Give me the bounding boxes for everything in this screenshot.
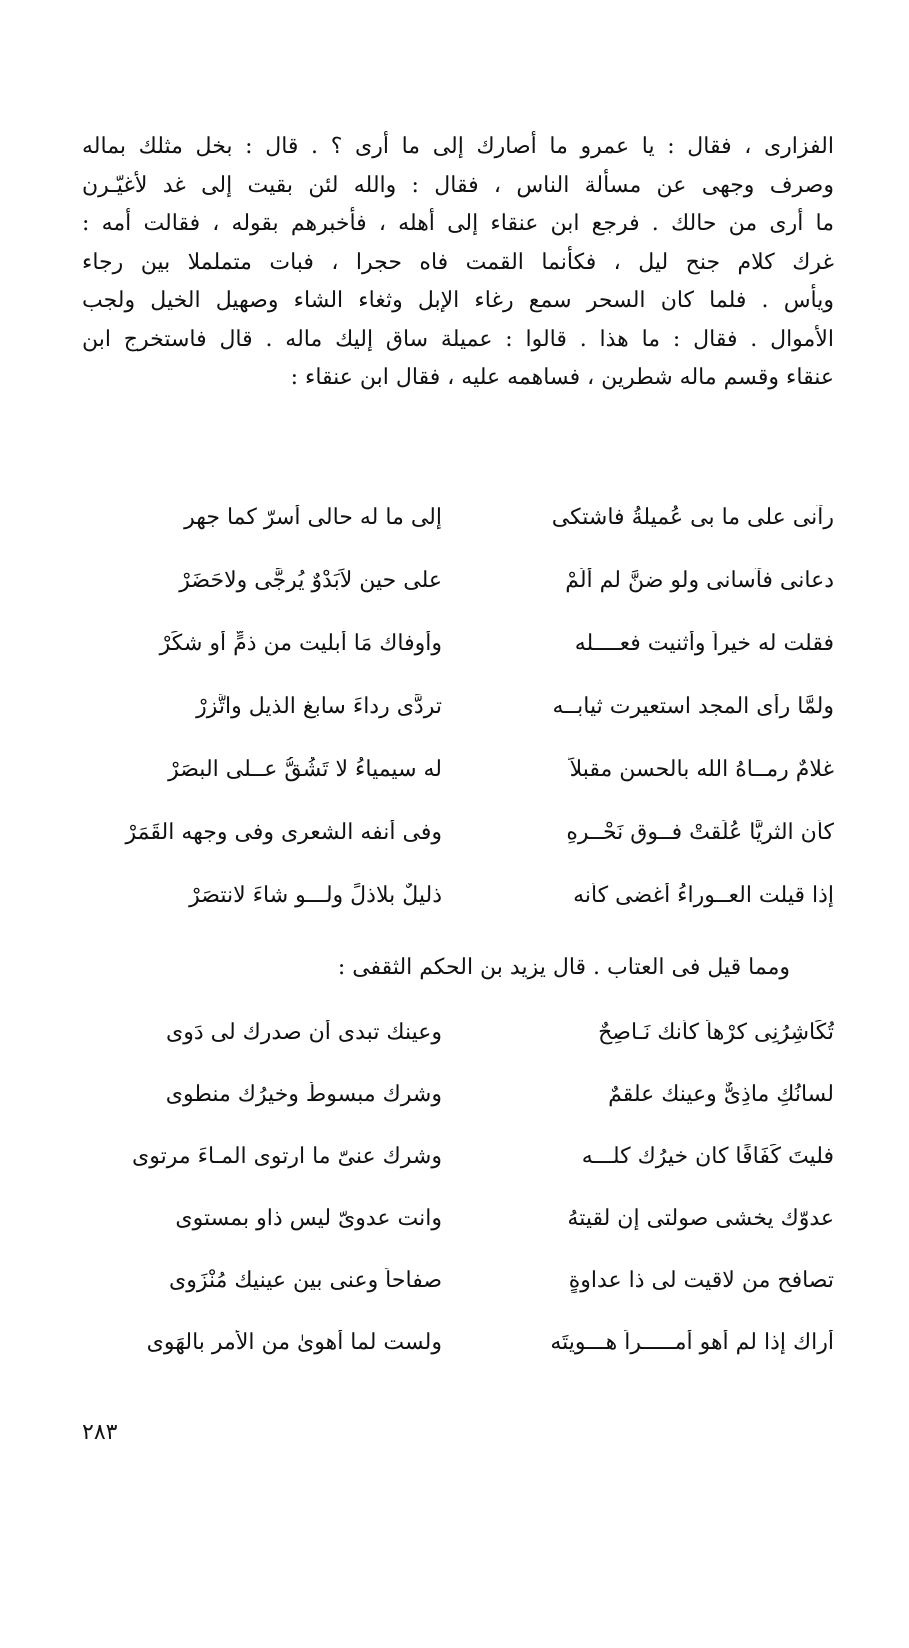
verse-second-hemistich: تردَّى رداءَ سابغ الذيل واتَّزرْ [196,694,442,719]
verse [82,1206,834,1268]
verse-second-hemistich: إلى ما له حالى أسرّ كما جهر [184,505,442,530]
verse-first-hemistich: إذا قيلت العــوراءُ أغضى كأنه [573,883,834,908]
prose-line: الفزارى ، فقال : يا عمرو ما أصارك إلى ما أرى ؟ . قال : بخل مثلك بماله [82,134,834,159]
verse [82,883,834,946]
verse-second-hemistich: صفاحاً وعنى بين عينيك مُنْزَوِى [168,1268,442,1293]
verse [82,820,834,883]
verse-second-hemistich: وأوفاك مَا أبليت من ذمٍّ أو شكَرْ [159,631,442,656]
section-intro: ومما قيل فى العتاب . قال يزيد بن الحكم الثقفى : [337,955,790,980]
verse [82,1268,834,1330]
verse-first-hemistich: عدوّك يخشى صولتى إن لقيتهُ [567,1206,834,1231]
verse-first-hemistich: ولمَّا رأى المجد استعيرت ثيابــه [552,694,834,719]
prose-line: وصرف وجهى عن مسألة الناس ، فقال : والله لئن بقيت إلى غد لأغيّـرن [82,172,834,198]
verse [82,568,834,631]
poem-yazid-ibn-al-hakam [82,1020,834,1392]
verse-first-hemistich: فليتَ كَفَافًا كان خيرُك كلـــه [581,1144,834,1169]
verse-second-hemistich: وفى أنفه الشعرى وفى وجهه القَمَرْ [125,820,442,845]
verse-second-hemistich: وشرك عنىّ ما ارتوى المـاءَ مرتوِى [132,1144,442,1169]
verse-first-hemistich: تُكَاشِرُنِى كرْهاً كأنك نَـاصِحٌ [598,1020,834,1045]
verse-first-hemistich: تصافح من لاقيت لى ذا عداوةٍ [568,1268,834,1293]
verse [82,694,834,757]
verse-second-hemistich: ذليلٌ بلاذلٍّ ولـــو شاءَ لانتصَرْ [189,883,442,908]
verse [82,631,834,694]
verse [82,757,834,820]
prose-line: الأموال . فقال : ما هذا . قالوا : عميلة ساق إليك ماله . قال فاستخرج ابن [82,326,834,352]
verse-first-hemistich: فقلت له خيراً وأثنيت فعــــله [574,631,834,656]
verse-second-hemistich: ولست لما أهوىٰ من الأمر بالهَوِى [146,1330,442,1355]
poem-ibn-anqa [82,505,834,946]
verse-second-hemistich: على حين لاَبَدْوٌ يُرجَّى ولاحَضَرْ [179,568,442,593]
verse-first-hemistich: أراك إذا لم أهو أمـــــراً هـــويتَه [550,1330,834,1355]
prose-line: ويأس . فلما كان السحر سمع رغاء الإبل وثغاء الشاء وصهيل الخيل ولجب [82,288,834,313]
verse-first-hemistich: غلامٌ رمــاهُ الله بالحسن مقبلاً [569,757,834,782]
page-number: ٢٨٣ [82,1420,118,1445]
verse-second-hemistich: وشرك مبسوطٌ وخيرُك منطوِى [165,1082,442,1107]
verse [82,1144,834,1206]
verse-second-hemistich: وانت عدوىّ ليس ذاو بمستوِى [175,1206,442,1231]
prose-line: عنقاء وقسم ماله شطرين ، فساهمه عليه ، فقال ابن عنقاء : [290,365,834,390]
verse-first-hemistich: رآنى على ما بى عُميلةُ فاشتكى [551,505,834,530]
verse [82,1330,834,1392]
verse [82,1082,834,1144]
verse-first-hemistich: لسانُكِ ماذِىٌّ وعينك علقمٌ [608,1082,834,1107]
verse-second-hemistich: وعينك تبدى أن صدرك لى دَوِى [166,1020,442,1045]
prose-line: غرك كلام جنح ليل ، فكأنما القمت فاه حجرا ، فبات متململا بين رجاء [82,249,834,275]
verse [82,1020,834,1082]
verse-first-hemistich: كأن الثريَّا عُلِّقتْ فــوق نَحْــرِهِ [566,820,834,845]
prose-line: ما أرى من حالك . فرجع ابن عنقاء إلى أهله ، فأخبرهم بقوله ، فقالت أمه : [82,211,834,236]
verse-second-hemistich: له سيمياءُ لا تَشُقُّ عــلى البصَرْ [168,757,442,782]
verse [82,505,834,568]
prose-paragraph [82,128,834,398]
verse-first-hemistich: دعانى فآسانى ولو ضنَّ لم أَلُمْ [565,568,834,593]
